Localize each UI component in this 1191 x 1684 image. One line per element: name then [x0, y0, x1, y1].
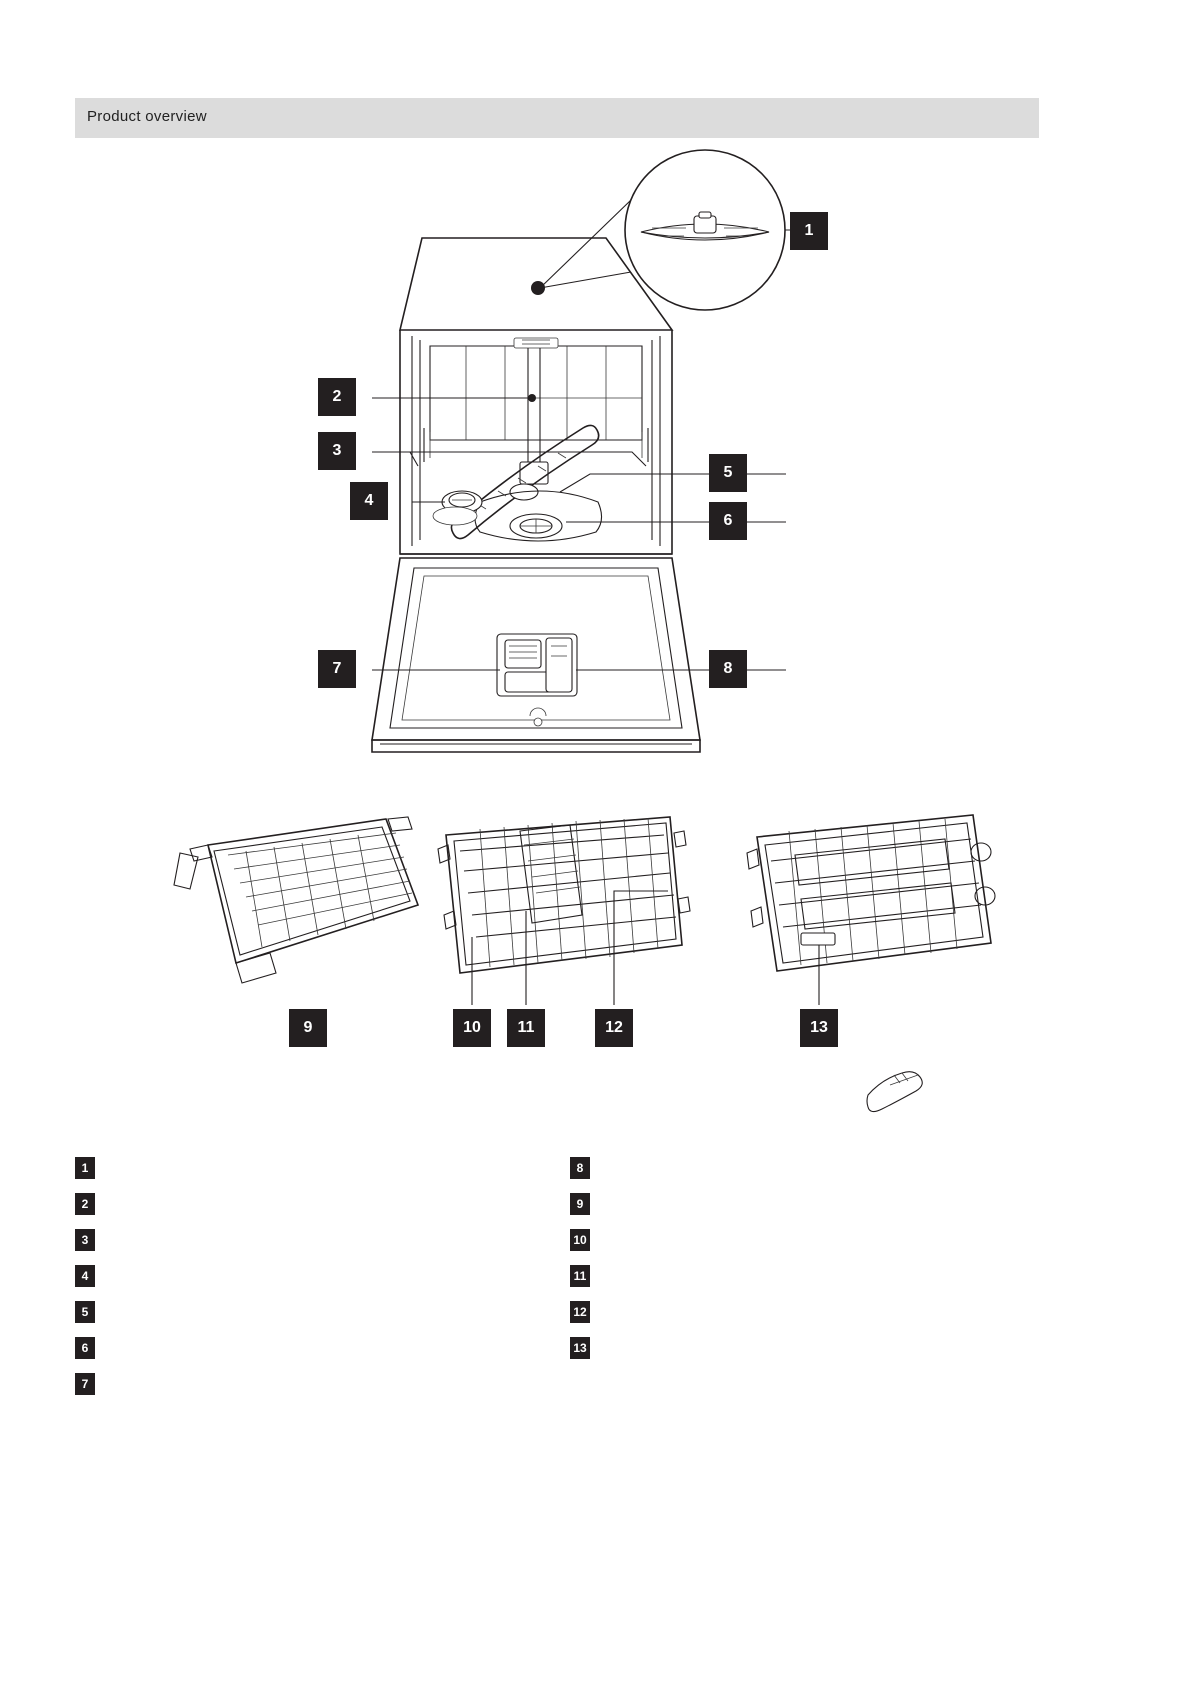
legend-chip: 1	[75, 1157, 95, 1179]
legend-item	[570, 1265, 604, 1287]
callout-1-top-spray-arm[interactable]: 1	[790, 212, 828, 250]
legend-chip: 7	[75, 1373, 95, 1395]
callout-3-basket-rails[interactable]: 3	[318, 432, 356, 470]
legend-item	[75, 1301, 109, 1323]
callout-7-detergent-dispenser[interactable]: 7	[318, 650, 356, 688]
legend-item	[75, 1373, 109, 1395]
callout-11-upper-basket-shelf[interactable]: 11	[507, 1009, 545, 1047]
legend-item	[75, 1193, 109, 1215]
dosing-aid-accessory	[860, 1065, 930, 1113]
callout-4-salt-container-cap[interactable]: 4	[350, 482, 388, 520]
callout-2-inner-door-panel[interactable]: 2	[318, 378, 356, 416]
legend-item	[75, 1229, 109, 1251]
legend-chip: 10	[570, 1229, 590, 1251]
legend-item	[570, 1229, 604, 1251]
callout-12-upper-basket-right[interactable]: 12	[595, 1009, 633, 1047]
legend-item	[75, 1157, 109, 1179]
legend-chip: 5	[75, 1301, 95, 1323]
cutlery-tray-illustration	[150, 795, 450, 1015]
upper-basket-illustration	[420, 795, 700, 1015]
callout-8-rinse-aid-dispenser[interactable]: 8	[709, 650, 747, 688]
dishwasher-illustration	[0, 140, 1191, 900]
legend-item	[570, 1301, 604, 1323]
callout-10-upper-basket-left[interactable]: 10	[453, 1009, 491, 1047]
legend-chip: 9	[570, 1193, 590, 1215]
legend-item	[75, 1265, 109, 1287]
legend-chip: 11	[570, 1265, 590, 1287]
legend-chip: 13	[570, 1337, 590, 1359]
legend-chip: 6	[75, 1337, 95, 1359]
callout-9-cutlery-tray[interactable]: 9	[289, 1009, 327, 1047]
legend-item	[75, 1337, 109, 1359]
lower-basket-illustration	[735, 795, 1015, 1015]
callout-13-lower-basket[interactable]: 13	[800, 1009, 838, 1047]
legend-item	[570, 1157, 604, 1179]
page-title: Product overview	[87, 108, 207, 125]
legend-chip: 3	[75, 1229, 95, 1251]
callout-6-filter-assembly[interactable]: 6	[709, 502, 747, 540]
callout-5-upper-spray-arm[interactable]: 5	[709, 454, 747, 492]
section-header-band	[75, 98, 1039, 138]
legend-chip: 8	[570, 1157, 590, 1179]
legend-chip: 4	[75, 1265, 95, 1287]
legend-chip: 2	[75, 1193, 95, 1215]
legend-item	[570, 1193, 604, 1215]
legend-item	[570, 1337, 604, 1359]
legend-chip: 12	[570, 1301, 590, 1323]
